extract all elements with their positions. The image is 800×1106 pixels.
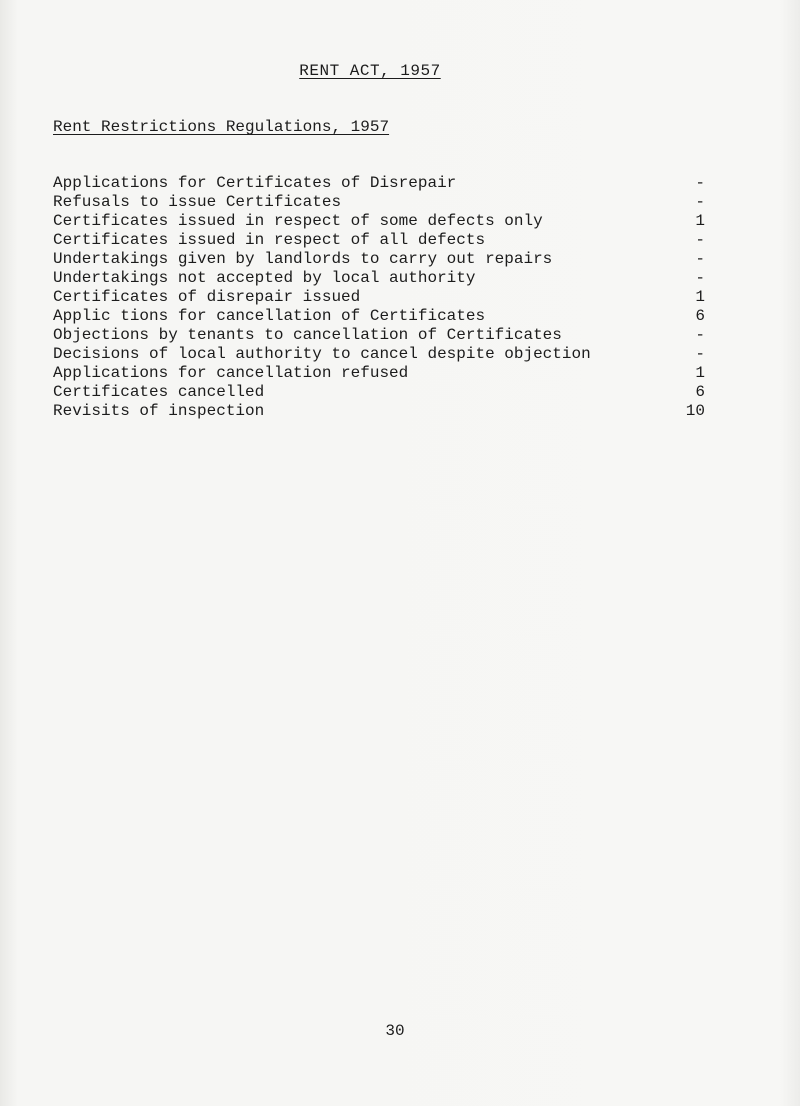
row-label: Objections by tenants to cancellation of Certificates [53, 326, 562, 344]
list-item [53, 174, 705, 193]
row-label: Revisits of inspection [53, 402, 265, 420]
row-label: Certificates issued in respect of some defects only [53, 212, 543, 230]
document-title: RENT ACT, 1957 [299, 62, 441, 80]
page-number: 30 [385, 1022, 405, 1040]
list-item [53, 402, 705, 421]
row-label: Refusals to issue Certificates [53, 193, 342, 211]
list-item [53, 250, 705, 269]
list-item [53, 288, 705, 307]
row-value: - [695, 269, 705, 287]
row-label: Certificates of disrepair issued [53, 288, 361, 306]
row-value: - [695, 193, 705, 211]
row-value: 6 [695, 307, 705, 325]
list-item [53, 326, 705, 345]
list-item [53, 212, 705, 231]
row-label: Certificates cancelled [53, 383, 265, 401]
row-label: Applications for Certificates of Disrepair [53, 174, 457, 192]
list-item [53, 269, 705, 288]
list-item [53, 307, 705, 326]
row-label: Certificates issued in respect of all defects [53, 231, 486, 249]
row-value: 1 [695, 288, 705, 306]
row-label: Undertakings given by landlords to carry out repairs [53, 250, 553, 268]
row-value: - [695, 174, 705, 192]
document-subtitle: Rent Restrictions Regulations, 1957 [53, 118, 390, 136]
list-item [53, 193, 705, 212]
row-label: Decisions of local authority to cancel despite objection [53, 345, 591, 363]
list-item [53, 364, 705, 383]
row-value: 1 [695, 212, 705, 230]
row-label: Applic tions for cancellation of Certificates [53, 307, 486, 325]
row-value: - [695, 250, 705, 268]
list-item [53, 383, 705, 402]
row-value: 10 [685, 402, 705, 420]
row-value: - [695, 326, 705, 344]
row-value: - [695, 345, 705, 363]
list-item [53, 345, 705, 364]
row-label: Applications for cancellation refused [53, 364, 409, 382]
statistics-list [53, 174, 705, 421]
row-label: Undertakings not accepted by local authority [53, 269, 476, 287]
row-value: 6 [695, 383, 705, 401]
list-item [53, 231, 705, 250]
row-value: - [695, 231, 705, 249]
row-value: 1 [695, 364, 705, 382]
